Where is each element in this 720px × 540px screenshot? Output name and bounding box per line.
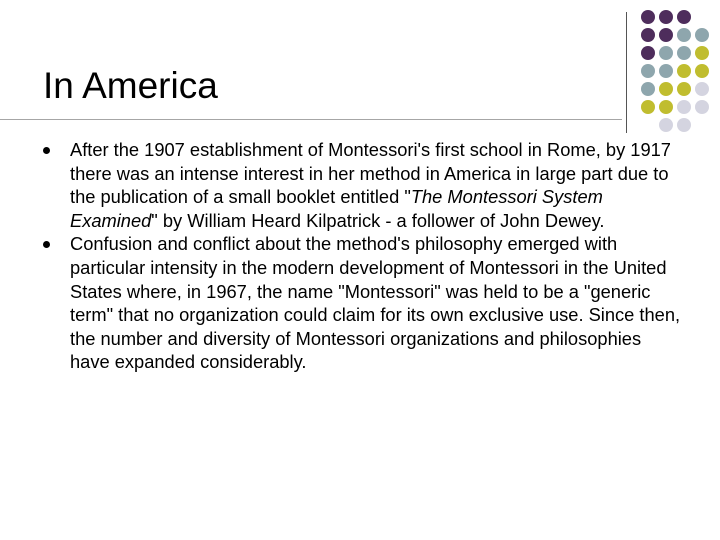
- decor-dot: [695, 46, 709, 60]
- decor-dot: [659, 10, 673, 24]
- decor-dot: [659, 64, 673, 78]
- decor-dot: [641, 28, 655, 42]
- decor-dot: [659, 82, 673, 96]
- bullet-dot-icon: [43, 241, 50, 248]
- slide-title: In America: [43, 65, 218, 106]
- vertical-divider: [626, 12, 627, 133]
- decor-dot: [677, 82, 691, 96]
- bullet-list: [43, 138, 683, 374]
- decor-dot: [659, 28, 673, 42]
- title-divider: [0, 119, 622, 120]
- decor-dot: [677, 46, 691, 60]
- bullet-text: Confusion and conflict about the method's philosophy emerged with particular intensity in the modern development of Montessori in the United States where, in 1967, the name "Montessori" was held to be a "generic term" that no organization could claim for its own exclusive use. Since then, the number and diversity of Montessori organizations and philosophies have expanded considerably.: [70, 233, 681, 373]
- decor-dot: [659, 118, 673, 132]
- decor-dot: [641, 46, 655, 60]
- decor-dot: [641, 82, 655, 96]
- decor-dot: [677, 28, 691, 42]
- decor-dot: [677, 64, 691, 78]
- decor-dot: [695, 28, 709, 42]
- decor-dot: [659, 100, 673, 114]
- decor-dot: [677, 10, 691, 24]
- bullet-text-end: " by William Heard Kilpatrick - a follower of John Dewey.: [151, 209, 605, 231]
- decor-dot: [677, 100, 691, 114]
- decor-dot: [659, 46, 673, 60]
- bullet-dot-icon: [43, 147, 50, 154]
- decor-dot: [641, 64, 655, 78]
- booklet-title: The Montessori System Examined: [70, 186, 603, 231]
- decor-dot: [641, 100, 655, 114]
- bullet-item: [43, 138, 683, 232]
- bullet-text-start: After the 1907 establishment of Montessori's first school in Rome, by 1917 there was an intense interest in her method in America in large part due to the publication of a small booklet entitled ": [70, 139, 671, 208]
- decor-dot: [695, 82, 709, 96]
- decor-dot: [695, 64, 709, 78]
- decor-dot: [641, 10, 655, 24]
- bullet-item: [43, 232, 683, 374]
- decor-dot: [695, 100, 709, 114]
- decor-dot: [677, 118, 691, 132]
